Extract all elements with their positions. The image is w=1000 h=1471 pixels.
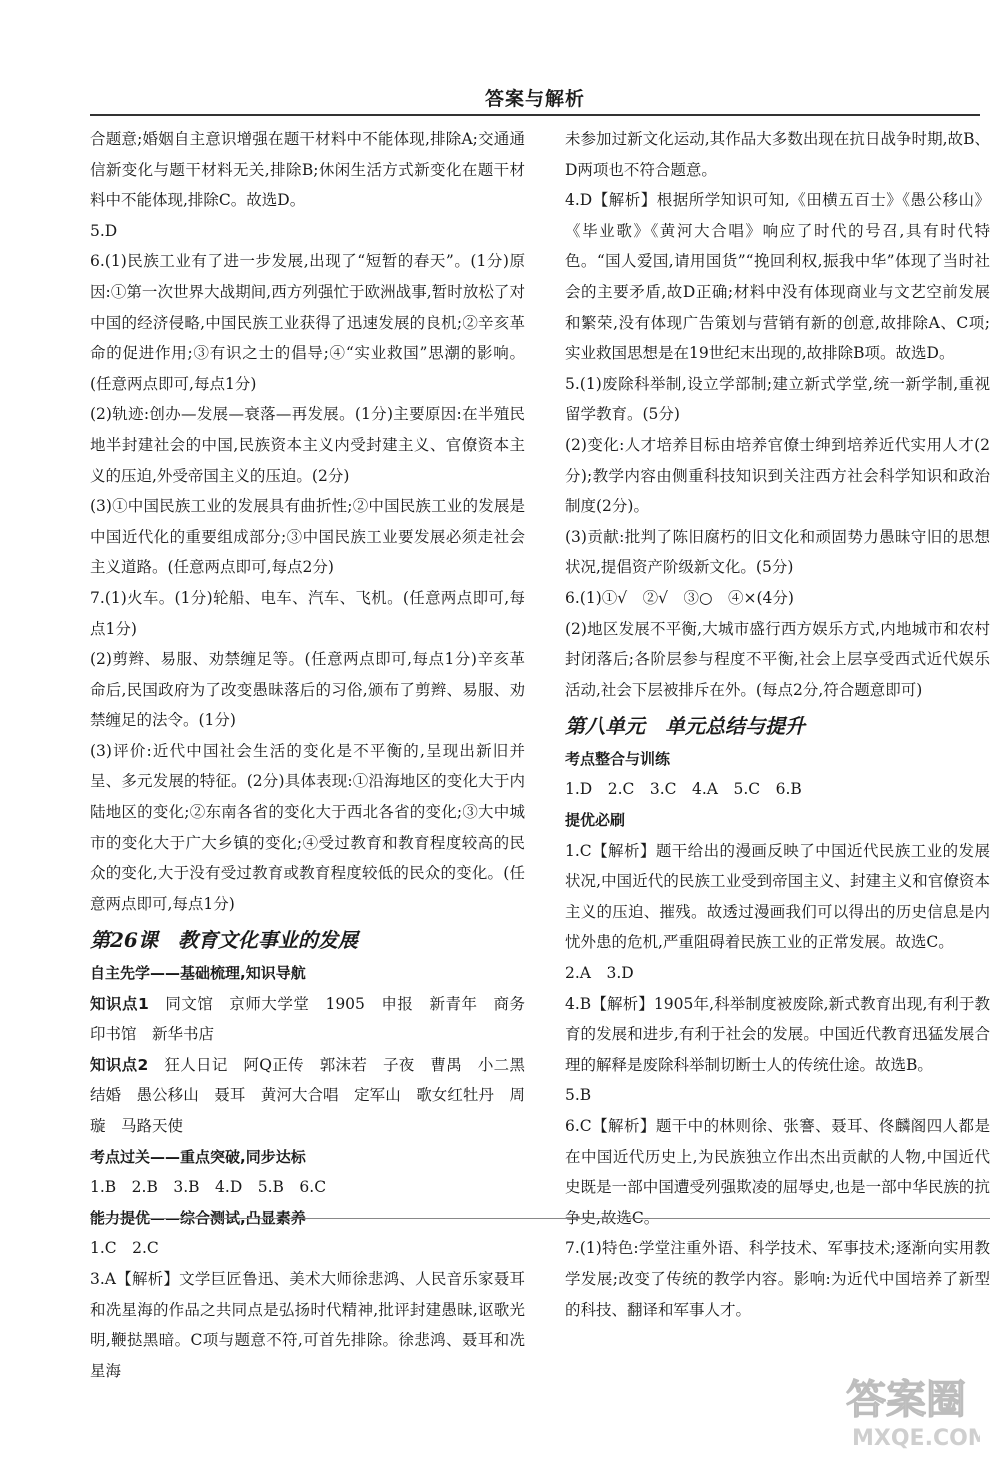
answer-paragraph: 6.(1)民族工业有了进一步发展,出现了“短暂的春天”。(1分)原因:①第一次世界大战期间,西方列强忙于欧洲战事,暂时放松了对中国的经济侵略,中国民族工业获得了迅速发展的良机;②辛亥革命的促进作用;③有识之士的倡导;④“实业救国”思潮的影响。(任意两点即可,每点1分) — [90, 252, 525, 393]
spacer — [148, 1056, 164, 1074]
answer-paragraph: 1.C 2.C — [90, 1239, 159, 1258]
answer-paragraph: 1.D 2.C 3.C 4.A 5.C 6.B — [565, 780, 802, 799]
answer-paragraph: (2)变化:人才培养目标由培养官僚士绅到培养近代实用人才(2分);教学内容由侧重科技知识到关注西方社会科学知识和政治制度(2分)。 — [565, 435, 990, 516]
section-heading: 考点整合与训练 — [565, 749, 671, 768]
answer-paragraph: 7.(1)特色:学堂注重外语、科学技术、军事技术;逐渐向实用教学发展;改变了传统的教学内容。影响:为近代中国培养了新型的科技、翻译和军事人才。 — [565, 1239, 990, 1319]
answer-paragraph: (3)贡献:批判了陈旧腐朽的旧文化和顽固势力愚昧守旧的思想状况,提倡资产阶级新文化。(5分) — [565, 527, 990, 577]
watermark-logo — [840, 1361, 980, 1453]
section-heading: 考点过关——重点突破,同步达标 — [90, 1147, 306, 1166]
answer-paragraph: 未参加过新文化运动,其作品大多数出现在抗日战争时期,故B、D两项也不符合题意。 — [565, 130, 990, 179]
answer-paragraph: (2)轨迹:创办—发展—衰落—再发展。(1分)主要原因:在半殖民地半封建社会的中国,民族资本主义内受封建主义、官僚资本主义的压迫,外受帝国主义的压迫。(2分) — [90, 405, 525, 485]
answer-paragraph: (2)剪辫、易服、劝禁缠足等。(任意两点即可,每点1分)辛亥革命后,民国政府为了改变愚昧落后的习俗,颁布了剪辫、易服、劝禁缠足的法令。(1分) — [90, 650, 525, 730]
bottom-divider — [90, 1218, 990, 1219]
answer-paragraph: 3.A【解析】文学巨匠鲁迅、美术大师徐悲鸿、人民音乐家聂耳和冼星海的作品之共同点是弘扬时代精神,批评封建愚昧,讴歌光明,鞭挞黑暗。C项与题意不符,可首先排除。徐悲鸿、聂耳和冼星海 — [90, 1269, 525, 1380]
knowledge-point-label: 知识点1 — [90, 994, 149, 1013]
answer-paragraph: 6.C【解析】题干中的林则徐、张謇、聂耳、佟麟阁四人都是在中国近代历史上,为民族独立作出杰出贡献的人物,中国近代史既是一部中国遭受列强欺凌的屈辱史,也是一部中华民族的抗争史,故选C。 — [565, 1117, 990, 1227]
section-heading: 提优必刷 — [565, 811, 626, 830]
answer-paragraph: (3)评价:近代中国社会生活的变化是不平衡的,呈现出新旧并呈、多元发展的特征。(2分)具体表现:①沿海地区的变化大于内陆地区的变化;②东南各省的变化大于西北各省的变化;③大中城市的变化大于广大乡镇的变化;④受过教育和教育程度较高的民众的变化,大于没有受过教育或教育程度较低的民众的变化。(任意两点即可,每点1分) — [90, 741, 525, 913]
right-column — [565, 124, 990, 1325]
lesson-heading: 第26课 教育文化事业的发展 — [90, 928, 358, 953]
answer-paragraph: 7.(1)火车。(1分)轮船、电车、汽车、飞机。(任意两点即可,每点1分) — [90, 588, 525, 638]
answer-paragraph: 1.B 2.B 3.B 4.D 5.B 6.C — [90, 1178, 327, 1197]
watermark-url: MXQE.COM — [852, 1426, 980, 1451]
page-header — [90, 84, 980, 118]
watermark-icon — [840, 1361, 980, 1453]
knowledge-point — [90, 989, 525, 1050]
answer-paragraph: 6.(1)①√ ②√ ③○ ④×(4分) — [565, 588, 794, 607]
answer-paragraph: 2.A 3.D — [565, 964, 634, 983]
answer-paragraph: (2)地区发展不平衡,大城市盛行西方娱乐方式,内地城市和农村封闭落后;各阶层参与程度不平衡,社会上层享受西式近代娱乐活动,社会下层被排斥在外。(每点2分,符合题意即可) — [565, 619, 990, 699]
knowledge-point-text: 同文馆 京师大学堂 1905 申报 新青年 商务印书馆 新华书店 — [90, 994, 525, 1044]
answer-paragraph: 5.(1)废除科举制,设立学部制;建立新式学堂,统一新学制,重视留学教育。(5分) — [565, 374, 990, 424]
answer-paragraph: 4.D【解析】根据所学知识可知,《田横五百士》《愚公移山》《毕业歌》《黄河大合唱》响应了时代的号召,具有时代特色。“国人爱国,请用国货”“挽回利权,振我中华”体现了当时社会的主要矛盾,故D正确;材料中没有体现商业与文艺空前发展和繁荣,没有体现广告策划与营销有新的创意,故排除A、C项;实业救国思想是在19世纪末出现的,故排除B项。故选D。 — [565, 191, 990, 363]
left-column — [90, 124, 525, 1386]
header-rule — [90, 114, 980, 116]
section-heading: 自主先学——基础梳理,知识导航 — [90, 964, 306, 983]
answer-paragraph: (3)①中国民族工业的发展具有曲折性;②中国民族工业的发展是中国近代化的重要组成部分;③中国民族工业要发展必须走社会主义道路。(任意两点即可,每点2分) — [90, 497, 525, 577]
answer-paragraph: 5.D — [90, 221, 118, 240]
answer-paragraph: 1.C【解析】题干给出的漫画反映了中国近代民族工业的发展状况,中国近代的民族工业受到帝国主义、封建主义和官僚资本主义的压迫、摧残。故透过漫画我们可以得出的历史信息是内忧外患的危机,严重阻碍着民族工业的正常发展。故选C。 — [565, 841, 990, 952]
lesson-heading: 第八单元 单元总结与提升 — [565, 714, 805, 739]
knowledge-point-text: 狂人日记 阿Q正传 郭沫若 子夜 曹禺 小二黑结婚 愚公移山 聂耳 黄河大合唱 定军山 歌女红牡丹 周璇 马路天使 — [90, 1055, 525, 1135]
spacer — [149, 995, 166, 1013]
knowledge-point-label: 知识点2 — [90, 1055, 149, 1074]
section-heading: 能力提优——综合测试,凸显素养 — [90, 1208, 306, 1227]
answer-paragraph: 合题意;婚姻自主意识增强在题干材料中不能体现,排除A;交通通信新变化与题干材料无关,排除B;休闲生活方式新变化在题干材料中不能体现,排除C。故选D。 — [90, 130, 525, 210]
answer-paragraph: 5.B — [565, 1086, 592, 1105]
header-title: 答案与解析 — [484, 88, 585, 110]
knowledge-point — [90, 1050, 525, 1142]
answer-paragraph: 4.B【解析】1905年,科举制度被废除,新式教育出现,有利于教育的发展和进步,有利于社会的发展。中国近代教育迅猛发展合理的解释是废除科举制切断士人的传统仕途。故选B。 — [565, 994, 990, 1074]
watermark-text: 答案圈 — [846, 1377, 966, 1423]
